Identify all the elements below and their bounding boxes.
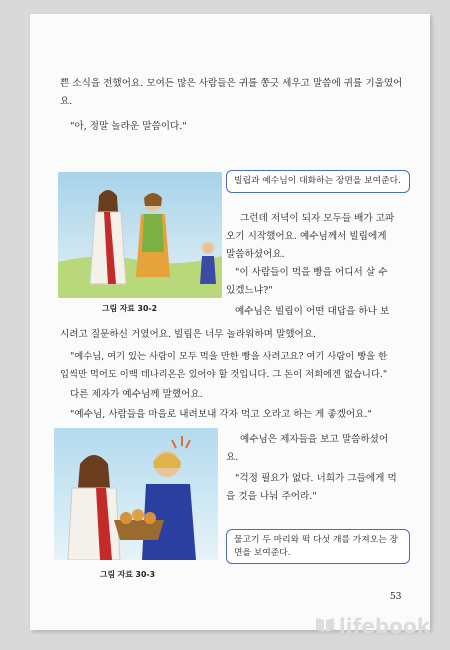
illustration-philip-and-jesus [58, 172, 222, 298]
paragraph-10-line-2: 을 것을 나눠 주어라." [226, 491, 317, 502]
paragraph-4-line-1: "이 사람들이 먹을 빵을 어디서 살 수 [235, 267, 388, 278]
figure-caption-30-3: 그림 자료 30-3 [100, 570, 156, 579]
figure-description-bubble-2: 물고기 두 마리와 떡 다섯 개를 가져오는 장면을 보여준다. [226, 529, 410, 564]
paragraph-9-line-2: 요. [226, 452, 239, 463]
paragraph-6-line-1: "예수님, 여기 있는 사람이 모두 먹을 만한 빵을 사려고요? 여기 사람이 빵을 한 [70, 351, 388, 362]
paragraph-2: "아, 정말 놀라운 말씀이다." [70, 121, 187, 132]
paragraph-3-line-2: 오기 시작했어요. 예수님께서 빌립에게 [226, 231, 387, 242]
figure-caption-30-2: 그림 자료 30-2 [102, 304, 158, 313]
paragraph-10-line-1: "걱정 필요가 없다. 너희가 그들에게 먹 [235, 473, 397, 484]
paragraph-9-line-1: 예수님은 제자들을 보고 말씀하셨어 [240, 434, 389, 445]
paragraph-1-line-2: 요. [60, 96, 73, 107]
paragraph-3-line-3: 말씀하셨어요. [226, 249, 285, 260]
page-number: 53 [390, 592, 402, 602]
watermark-text: lifebook [338, 614, 430, 638]
paragraph-8: "예수님, 사람들을 마을로 내려보내 각자 먹고 오라고 하는 게 좋겠어요." [70, 409, 372, 420]
paragraph-6-line-2: 입씩만 먹어도 이백 데나리온은 있어야 할 것입니다. 그 돈이 저희에겐 없습니다." [60, 369, 388, 380]
book-icon [315, 614, 335, 638]
figure-description-bubble-1: 빌립과 예수님이 대화하는 장면을 보여준다. [226, 170, 410, 193]
paragraph-5-line-1: 예수님은 빌립이 어떤 대답을 하나 보 [235, 306, 390, 317]
paragraph-4-line-2: 있겠느냐?" [226, 285, 273, 296]
paragraph-7: 다른 제자가 예수님께 말했어요. [70, 389, 203, 400]
paragraph-5-line-2: 시려고 질문하신 거였어요. 빌립은 너무 놀라워하며 말했어요. [60, 329, 317, 340]
paragraph-3-line-1: 그런데 저녁이 되자 모두들 배가 고파 [240, 213, 395, 224]
paragraph-1-line-1: 쁜 소식을 전했어요. 모여든 많은 사람들은 귀를 쫑긋 세우고 말씀에 귀를 기울였어 [60, 78, 403, 89]
book-page [30, 14, 430, 630]
watermark-logo [315, 614, 430, 638]
illustration-boy-with-bread-and-fish [54, 428, 218, 560]
